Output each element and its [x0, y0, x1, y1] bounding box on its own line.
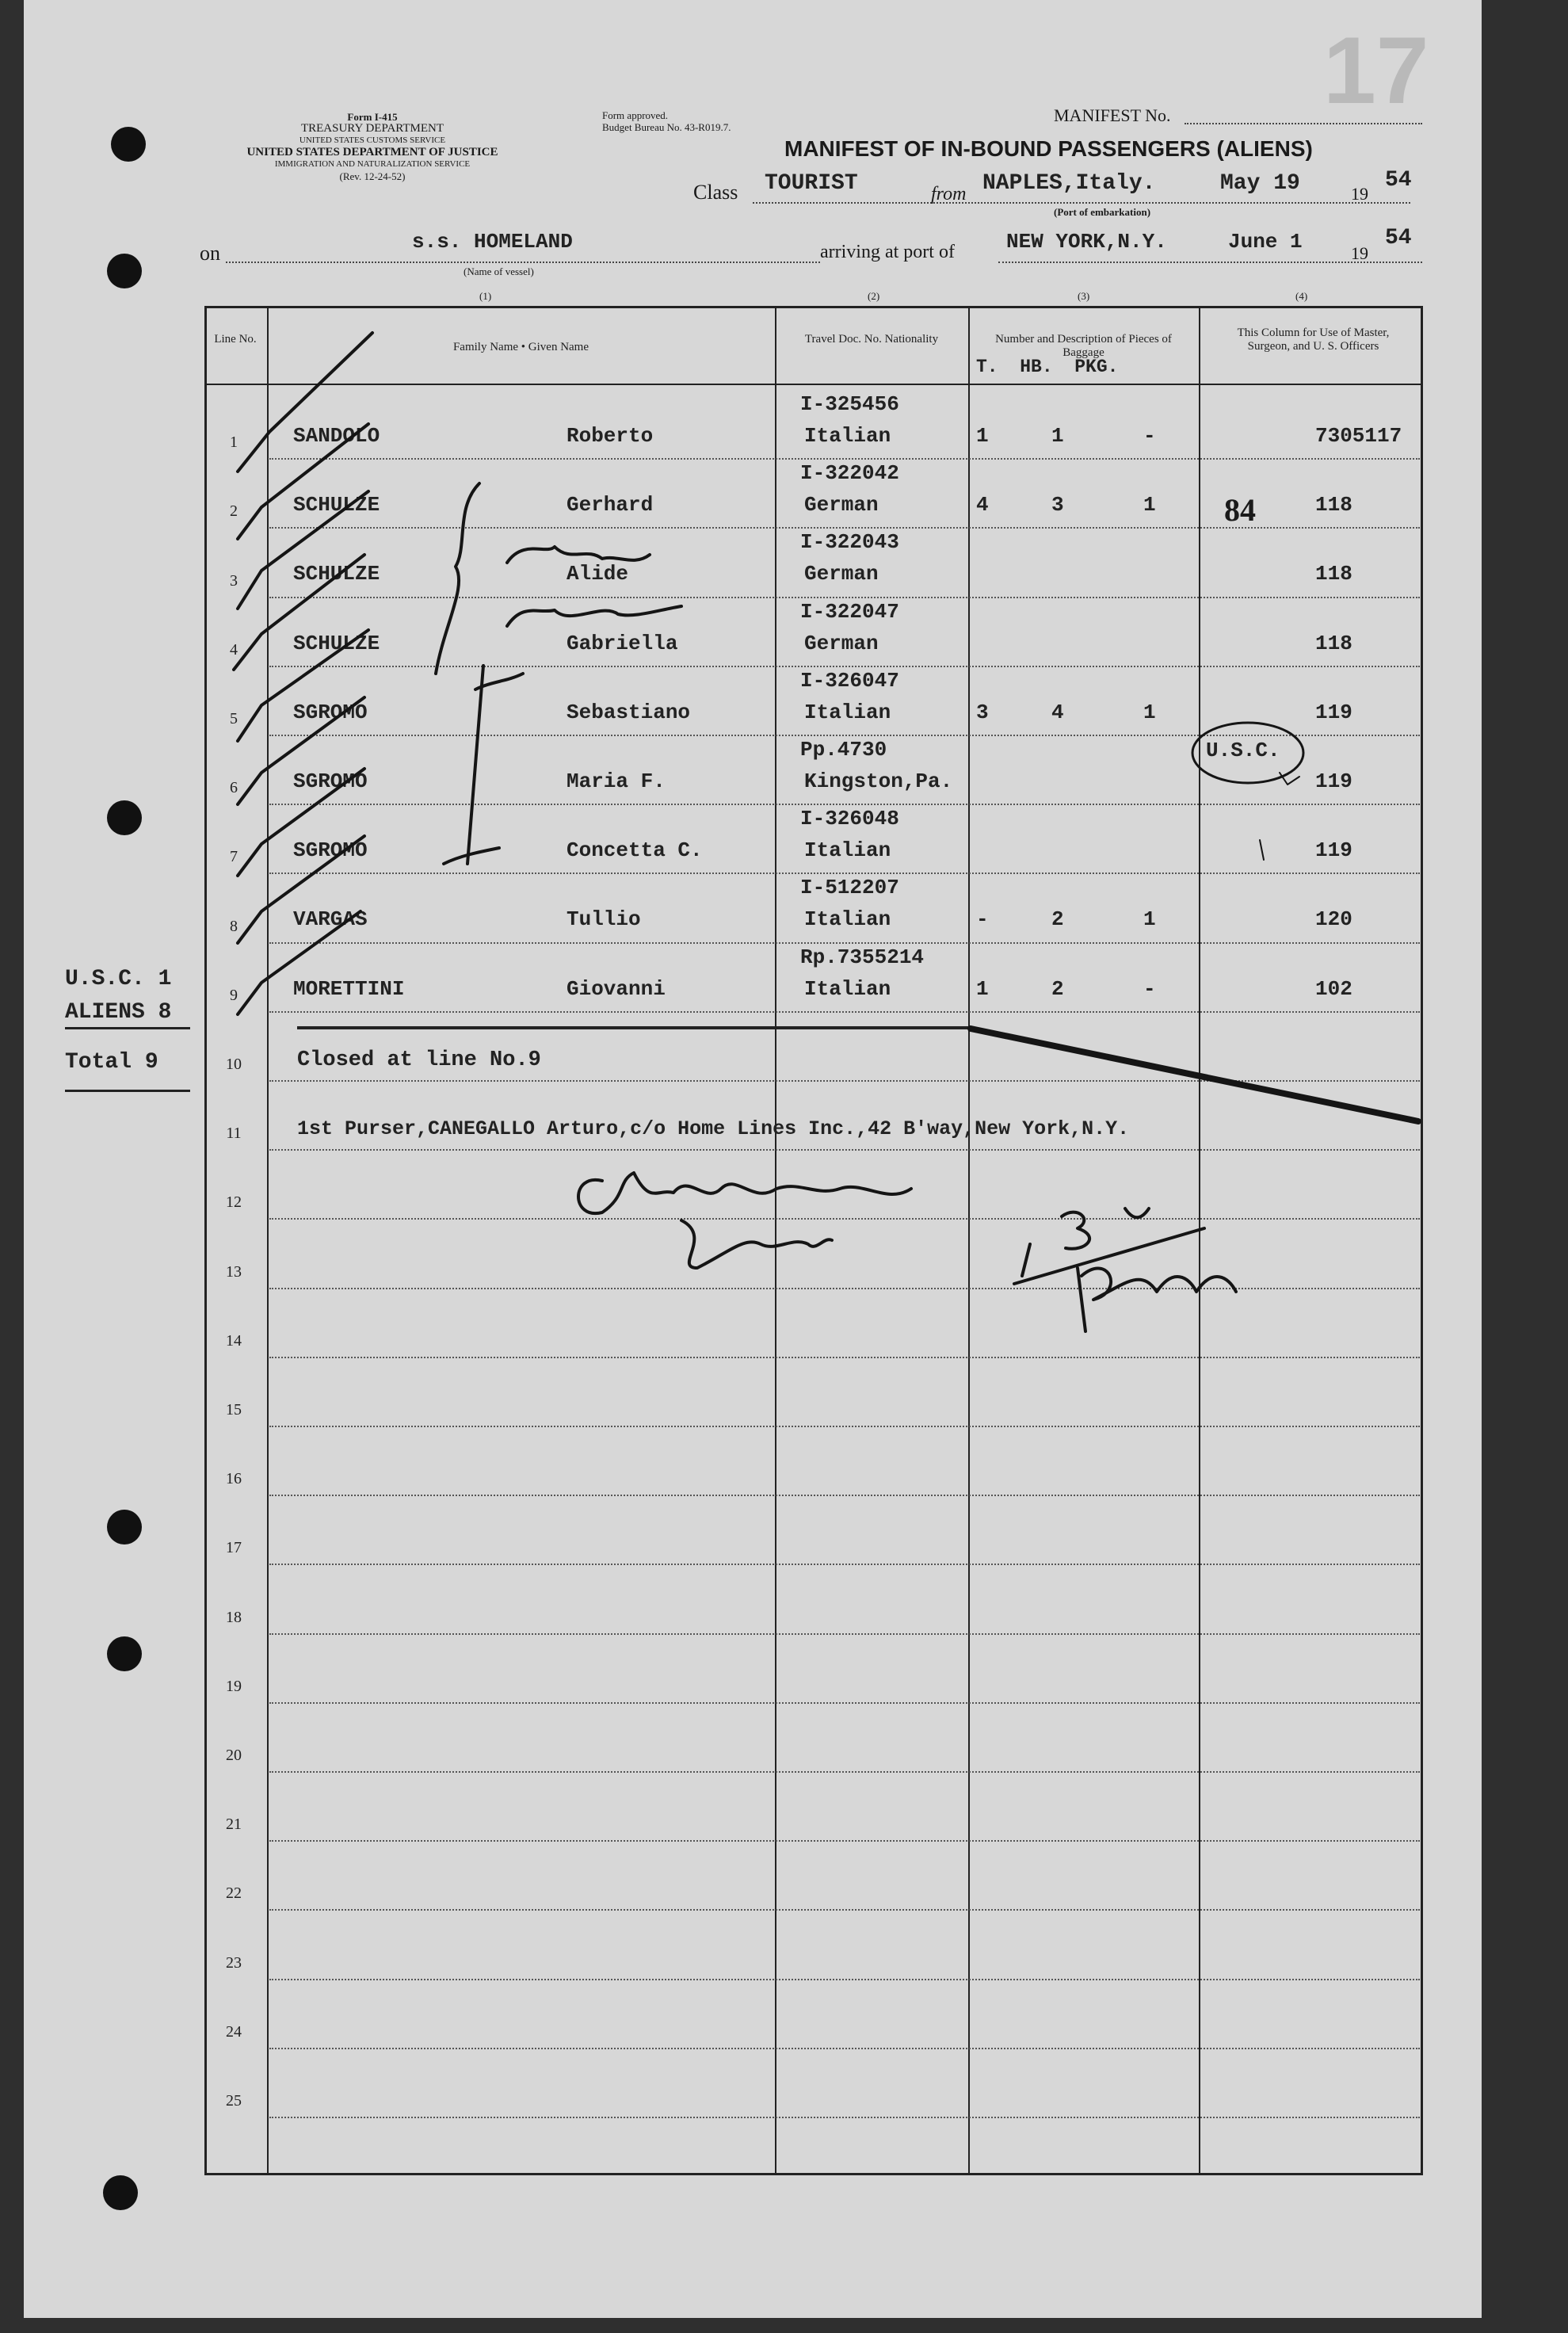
from-label: from	[931, 184, 967, 204]
arrival-year: 54	[1385, 226, 1412, 250]
passenger-family-name: SCHULZE	[293, 493, 380, 517]
travel-doc-number: I-322047	[800, 599, 899, 624]
passenger-given-name: Sebastiano	[567, 700, 691, 724]
ins-service: IMMIGRATION AND NATURALIZATION SERVICE	[274, 159, 471, 169]
baggage-trunks: -	[976, 907, 989, 932]
port-of-embarkation: NAPLES,Italy.	[982, 171, 1156, 196]
travel-doc-number: I-326048	[800, 807, 899, 831]
line-number: 24	[226, 2022, 242, 2041]
arriving-label: arriving at port of	[820, 242, 955, 262]
line-number: 18	[226, 1608, 242, 1626]
form-rev: (Rev. 12-24-52)	[339, 170, 406, 182]
header-line-no: Line No.	[214, 333, 257, 346]
travel-doc-number: I-325456	[800, 392, 899, 416]
arrival-date: June 1	[1228, 230, 1303, 254]
treasury-dept: TREASURY DEPARTMENT	[300, 122, 444, 135]
tally-usc: U.S.C. 1	[65, 967, 172, 991]
line-number: 17	[226, 1539, 242, 1557]
passenger-family-name: SCHULZE	[293, 631, 380, 655]
line-number: 11	[226, 1124, 242, 1143]
nationality: German	[804, 562, 879, 586]
on-label: on	[200, 242, 220, 265]
line-number: 10	[226, 1056, 242, 1073]
class-value: TOURIST	[765, 171, 858, 196]
passenger-given-name: Gerhard	[567, 493, 654, 517]
class-label: Class	[693, 181, 738, 204]
passenger-given-name: Maria F.	[567, 769, 666, 793]
passenger-family-name: SGROMO	[293, 838, 368, 863]
nationality: German	[804, 493, 879, 517]
line-number: 6	[230, 779, 238, 797]
baggage-packages: 1	[1143, 493, 1156, 517]
line-number: 21	[226, 1816, 242, 1834]
annotation-84: 84	[1224, 492, 1256, 528]
baggage-handbags: 4	[1051, 700, 1064, 724]
passenger-family-name: SGROMO	[293, 700, 368, 724]
passenger-given-name: Tullio	[567, 907, 641, 932]
tally-aliens: ALIENS 8	[65, 1000, 172, 1025]
tally-total: Total 9	[65, 1050, 158, 1075]
col-num-3: (3)	[1078, 290, 1090, 302]
header-officers: This Column for Use of Master, Surgeon, and U. S. Officers	[1237, 326, 1390, 353]
baggage-packages: 1	[1143, 700, 1156, 724]
departure-year: 54	[1385, 168, 1412, 193]
form-approved: Form approved.	[602, 109, 669, 121]
passenger-given-name: Roberto	[567, 424, 654, 448]
officer-use: 118	[1315, 493, 1352, 517]
nationality: Italian	[804, 838, 891, 863]
form-id: Form I-415	[347, 111, 398, 123]
manifest-title: MANIFEST OF IN-BOUND PASSENGERS (ALIENS)	[784, 136, 1313, 161]
baggage-packages: -	[1143, 976, 1156, 1001]
line-number: 25	[226, 2092, 242, 2110]
line-number: 14	[226, 1331, 242, 1350]
vessel-name: s.s. HOMELAND	[412, 230, 573, 254]
line-number: 13	[226, 1262, 242, 1281]
line-number: 20	[226, 1747, 242, 1764]
col-num-4: (4)	[1295, 290, 1308, 302]
baggage-trunks: 1	[976, 424, 989, 448]
line-number: 4	[230, 640, 238, 659]
line-number: 1	[230, 433, 238, 452]
line-number: 8	[230, 917, 238, 935]
travel-doc-number: Rp.7355214	[800, 945, 925, 969]
baggage-packages: 1	[1143, 907, 1156, 932]
travel-doc-number: I-512207	[800, 876, 899, 900]
customs-service: UNITED STATES CUSTOMS SERVICE	[299, 136, 446, 145]
manifest-no-label: MANIFEST No.	[1054, 105, 1171, 125]
nationality: Italian	[804, 700, 891, 724]
officer-use: 119	[1315, 838, 1352, 863]
officer-use: 119	[1315, 700, 1352, 724]
arrival-port: NEW YORK,N.Y.	[1006, 230, 1167, 254]
justice-dept: UNITED STATES DEPARTMENT OF JUSTICE	[246, 146, 498, 158]
baggage-trunks: 4	[976, 493, 989, 517]
travel-doc-number: I-326047	[800, 668, 899, 693]
nationality: Italian	[804, 976, 891, 1001]
line-number: 19	[226, 1677, 242, 1695]
line-number: 22	[226, 1884, 242, 1903]
passenger-family-name: SGROMO	[293, 769, 368, 793]
passenger-given-name: Alide	[567, 562, 629, 586]
line-number: 9	[230, 986, 238, 1004]
passenger-given-name: Gabriella	[567, 631, 678, 655]
travel-doc-number: Pp.4730	[800, 738, 887, 762]
officer-use: 118	[1315, 562, 1352, 586]
baggage-handbags: 1	[1051, 424, 1064, 448]
line-number: 12	[226, 1193, 242, 1212]
nationality: German	[804, 631, 879, 655]
line-number: 23	[226, 1953, 242, 1972]
passenger-family-name: SCHULZE	[293, 562, 380, 586]
officer-use: 118	[1315, 631, 1352, 655]
departure-date: May 19	[1220, 171, 1300, 196]
line-number: 16	[226, 1470, 242, 1488]
nationality: Italian	[804, 907, 891, 932]
port-caption: (Port of embarkation)	[1054, 206, 1151, 218]
line-number: 3	[230, 571, 238, 590]
officer-use: 119	[1315, 769, 1352, 793]
line-number: 2	[230, 502, 238, 521]
header-baggage-sub: T. HB. PKG.	[976, 357, 1119, 377]
baggage-packages: -	[1143, 424, 1156, 448]
header-name: Family Name • Given Name	[452, 341, 589, 353]
line-number: 5	[230, 710, 238, 727]
arrival-century: 19	[1351, 243, 1368, 263]
passenger-family-name: MORETTINI	[293, 976, 405, 1001]
officer-use: 102	[1315, 976, 1352, 1001]
passenger-family-name: SANDOLO	[293, 424, 380, 448]
col-num-2: (2)	[868, 290, 880, 302]
officer-use: 7305117	[1315, 424, 1402, 448]
passenger-family-name: VARGAS	[293, 907, 368, 932]
page-number: 17	[1323, 17, 1429, 124]
vessel-caption: (Name of vessel)	[464, 265, 534, 277]
purser-note: 1st Purser,CANEGALLO Arturo,c/o Home Lines Inc.,42 B'way,New York,N.Y.	[297, 1117, 1130, 1140]
baggage-handbags: 2	[1051, 976, 1064, 1001]
baggage-handbags: 3	[1051, 493, 1064, 517]
nationality: Kingston,Pa.	[804, 769, 953, 793]
header-travel-doc: Travel Doc. No. Nationality	[804, 333, 939, 346]
nationality: Italian	[804, 424, 891, 448]
col-num-1: (1)	[479, 290, 492, 302]
baggage-trunks: 3	[976, 700, 989, 724]
line-number: 15	[226, 1401, 242, 1419]
departure-century: 19	[1351, 184, 1368, 204]
closed-at-line: Closed at line No.9	[297, 1048, 541, 1072]
passenger-given-name: Concetta C.	[567, 838, 703, 863]
baggage-handbags: 2	[1051, 907, 1064, 932]
header-baggage: Number and Description of Pieces of Baggage	[995, 333, 1172, 359]
usc-circled: U.S.C.	[1206, 739, 1280, 762]
line-number: 7	[230, 848, 238, 866]
baggage-trunks: 1	[976, 976, 989, 1001]
budget-bureau: Budget Bureau No. 43-R019.7.	[602, 121, 731, 133]
travel-doc-number: I-322042	[800, 461, 899, 486]
passenger-given-name: Giovanni	[567, 976, 666, 1001]
travel-doc-number: I-322043	[800, 530, 899, 555]
officer-use: 120	[1315, 907, 1352, 932]
